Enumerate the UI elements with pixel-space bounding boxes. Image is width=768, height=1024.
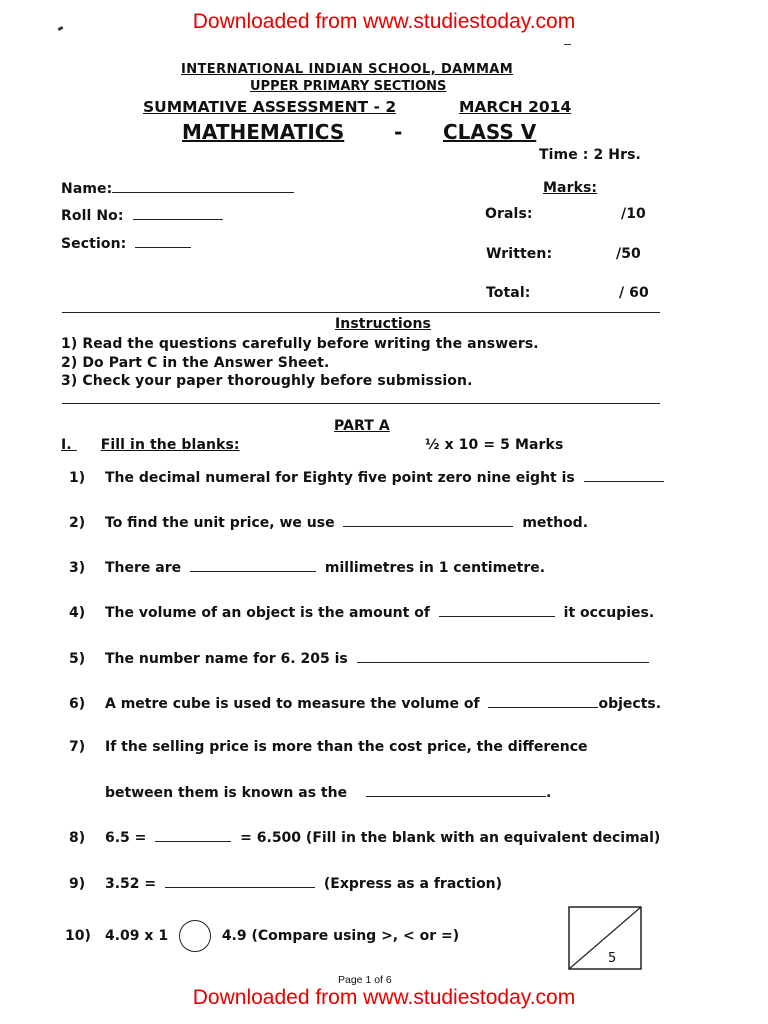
section-field [61, 235, 191, 252]
score-value: 5 [608, 951, 617, 966]
question-3 [69, 559, 545, 576]
question-10 [65, 920, 459, 952]
answer-blank [155, 829, 231, 842]
question-text: A metre cube is used to measure the volume of [105, 696, 480, 712]
question-number: 4) [69, 605, 86, 621]
answer-blank [357, 650, 649, 663]
question-number: 7) [69, 739, 86, 755]
question-text-after: (Express as a fraction) [323, 876, 503, 892]
name-field [61, 180, 294, 197]
question-text-after: method. [522, 515, 589, 531]
subject-title: MATHEMATICS [182, 120, 345, 144]
answer-blank [165, 875, 315, 888]
watermark-top: Downloaded from www.studiestoday.com [192, 10, 576, 33]
question-1 [69, 469, 664, 486]
question-number: 3) [69, 560, 86, 576]
instruction-1: 1) Read the questions carefully before writing the answers. [61, 336, 539, 352]
assessment-date: MARCH 2014 [459, 98, 572, 116]
question-text-after: . [545, 785, 552, 801]
name-blank [112, 180, 294, 193]
page-number: Page 1 of 6 [338, 974, 392, 986]
question-text: 3.52 = [105, 876, 157, 892]
instruction-2: 2) Do Part C in the Answer Sheet. [61, 355, 330, 371]
marks-heading: Marks: [543, 180, 598, 196]
question-4 [69, 604, 654, 621]
section-label: Section: [61, 236, 127, 252]
orals-label: Orals: [485, 206, 533, 222]
name-label: Name: [61, 181, 113, 197]
question-6 [69, 695, 661, 712]
watermark-bottom: Downloaded from www.studiestoday.com [192, 986, 576, 1009]
question-text-after: 4.9 (Compare using >, < or =) [221, 928, 460, 944]
question-2 [69, 514, 588, 531]
total-value: / 60 [619, 285, 649, 301]
section-blank [135, 235, 191, 248]
question-text-after: objects. [598, 696, 662, 712]
answer-blank [343, 514, 513, 527]
question-number: 1) [69, 470, 86, 486]
question-text: If the selling price is more than the cost price, the difference [105, 739, 588, 755]
question-8 [69, 829, 660, 846]
part-a-section-row [61, 437, 599, 453]
section-number: I. [61, 437, 72, 453]
instructions-heading: Instructions [335, 316, 431, 332]
question-7 [69, 739, 588, 755]
divider [62, 403, 660, 404]
question-text-after: it occupies. [563, 605, 655, 621]
scan-mark [564, 44, 571, 45]
answer-blank [190, 559, 316, 572]
roll-label: Roll No: [61, 208, 124, 224]
question-5 [69, 650, 649, 667]
question-text: 6.5 = [105, 830, 147, 846]
school-name: INTERNATIONAL INDIAN SCHOOL, DAMMAM [181, 62, 514, 77]
score-box [568, 906, 642, 970]
assessment-title: SUMMATIVE ASSESSMENT - 2 [143, 98, 397, 116]
written-label: Written: [486, 246, 553, 262]
question-text: The decimal numeral for Eighty five point zero nine eight is [105, 470, 575, 486]
section-marks: ½ x 10 = 5 Marks [425, 437, 564, 453]
answer-blank [439, 604, 555, 617]
total-label: Total: [486, 285, 531, 301]
comparison-circle[interactable] [179, 920, 211, 952]
question-text: The volume of an object is the amount of [105, 605, 430, 621]
question-text: There are [105, 560, 182, 576]
class-title: CLASS V [443, 120, 537, 144]
question-text: between them is known as the [105, 785, 348, 801]
question-number: 5) [69, 651, 86, 667]
section-title: Fill in the blanks: [100, 437, 240, 453]
question-text-after: millimetres in 1 centimetre. [324, 560, 546, 576]
answer-blank [584, 469, 664, 482]
question-9 [69, 875, 502, 892]
question-number: 10) [65, 928, 91, 944]
question-7-continued [105, 784, 551, 801]
answer-blank [488, 695, 598, 708]
divider [62, 312, 660, 313]
orals-value: /10 [621, 206, 646, 222]
written-value: /50 [616, 246, 641, 262]
score-box-frame [568, 906, 642, 970]
question-number: 6) [69, 696, 86, 712]
question-number: 2) [69, 515, 86, 531]
instruction-3: 3) Check your paper thoroughly before submission. [61, 373, 473, 389]
title-dash: - [394, 120, 403, 144]
time-allowed: Time : 2 Hrs. [539, 147, 641, 163]
question-text: The number name for 6. 205 is [105, 651, 348, 667]
question-number: 9) [69, 876, 86, 892]
question-text: 4.09 x 1 [105, 928, 169, 944]
section-name: UPPER PRIMARY SECTIONS [250, 79, 447, 94]
part-a-heading: PART A [334, 418, 390, 434]
roll-blank [133, 207, 223, 220]
question-number: 8) [69, 830, 86, 846]
question-text-after: = 6.500 (Fill in the blank with an equivalent decimal) [240, 830, 661, 846]
question-text: To find the unit price, we use [105, 515, 335, 531]
roll-field [61, 207, 223, 224]
answer-blank [366, 784, 546, 797]
